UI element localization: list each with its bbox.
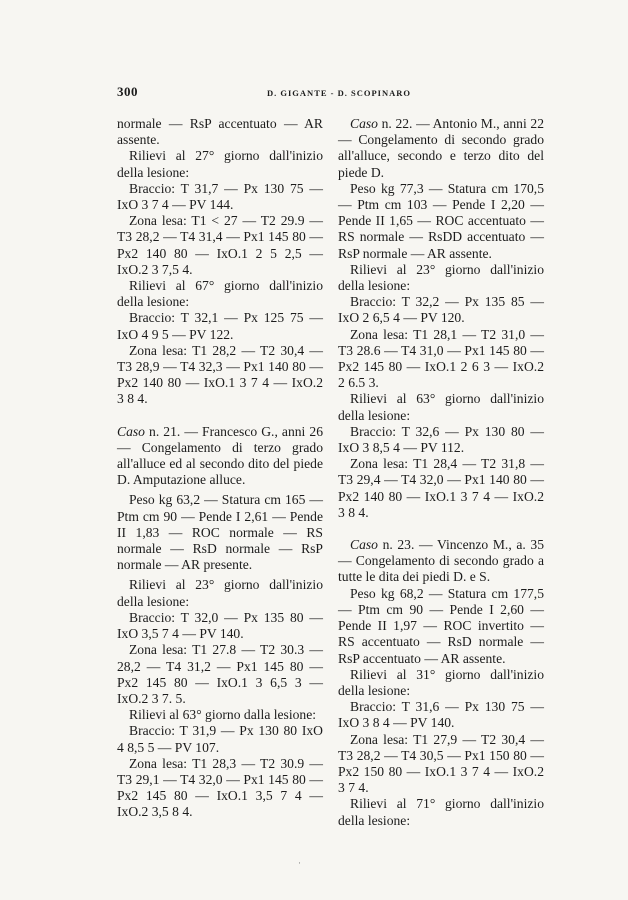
case-heading <box>338 116 544 181</box>
paragraph: Braccio: T 31,7 — Px 130 75 — IxO 3 7 4 — PV 144. <box>117 180 323 213</box>
scan-mark: · <box>298 858 301 868</box>
paragraph: Rilievi al 63° giorno dalla lesione: <box>129 707 317 723</box>
paragraph: Zona lesa: T1 28,1 — T2 31,0 — T3 28.6 — T4 31,0 — Px1 145 80 — Px2 145 80 — IxO.1 2 6 3 — IxO.2 2 6.5 3. <box>338 326 544 391</box>
paragraph: Zona lesa: T1 28,2 — T2 30,4 — T3 28,9 — T4 32,3 — Px1 140 80 — Px2 140 80 — IxO.1 3 7 4 — IxO.2 3 8 4. <box>117 342 323 407</box>
paragraph: Braccio: T 32,0 — Px 135 80 — IxO 3,5 7 4 — PV 140. <box>117 609 323 642</box>
paragraph: Rilievi al 23° giorno dall'inizio della lesione: <box>338 261 544 294</box>
case-label: Caso <box>350 537 378 553</box>
paragraph: Braccio: T 31,6 — Px 130 75 — IxO 3 8 4 — PV 140. <box>338 699 544 731</box>
case-label: Caso <box>117 423 145 439</box>
case-text: n. 21. — Francesco G., anni 26 — Congelamento di terzo grado all'alluce ed al secondo dito del piede D. Amputazione alluce. <box>117 423 323 488</box>
paragraph: Peso kg 63,2 — Statura cm 165 — Ptm cm 90 — Pende I 2,61 — Pende II 1,83 — ROC normale — RS normale — RsD normale — RsP normale — AR presente. <box>117 492 323 573</box>
page-header <box>117 84 547 102</box>
paragraph: Rilievi al 67° giorno dall'inizio della lesione: <box>117 278 323 310</box>
section-gap <box>117 408 323 424</box>
running-head: D. GIGANTE - D. SCOPINARO <box>267 88 412 98</box>
left-column <box>117 116 323 821</box>
paragraph: Zona lesa: T1 28,4 — T2 31,8 — T3 29,4 — T4 32,0 — Px1 140 80 — Px2 140 80 — IxO.1 3 7 4 — IxO.2 3 8 4. <box>338 456 544 520</box>
case-heading <box>117 424 323 489</box>
section-gap <box>338 521 544 537</box>
paragraph: Rilievi al 71° giorno dall'inizio della lesione: <box>338 796 544 828</box>
case-text: n. 22. — Antonio M., anni 22 — Congelamento di secondo grado all'alluce, secondo e terzo dito del piede D. <box>338 116 544 180</box>
paragraph: Zona lesa: T1 < 27 — T2 29.9 — T3 28,2 — T4 31,4 — Px1 145 80 — Px2 140 80 — IxO.1 2 5 2,5 — IxO.2 3 7,5 4. <box>117 213 323 277</box>
paragraph: Rilievi al 27° giorno dall'inizio della lesione: <box>117 148 323 180</box>
paragraph: Braccio: T 32,1 — Px 125 75 — IxO 4 9 5 — PV 122. <box>117 310 323 342</box>
paragraph: Braccio: T 32,6 — Px 130 80 — IxO 3 8,5 4 — PV 112. <box>338 423 544 456</box>
paragraph: Zona lesa: T1 27,9 — T2 30,4 — T3 28,2 — T4 30,5 — Px1 150 80 — Px2 150 80 — IxO.1 3 7 4 — IxO.2 3 7 4. <box>338 731 544 796</box>
paragraph: normale — RsP accentuato — AR assente. <box>117 116 323 148</box>
case-text: n. 23. — Vincenzo M., a. 35 — Congelamento di secondo grado a tutte le dita dei piedi D. e S. <box>338 537 544 585</box>
case-heading <box>338 537 544 586</box>
paragraph: Peso kg 77,3 — Statura cm 170,5 — Ptm cm 103 — Pende I 2,20 — Pende II 1,65 — ROC accentuato — RS normale — RsDD accentuato — RsP normale — AR assente. <box>338 180 544 261</box>
paragraph: Rilievi al 31° giorno dall'inizio della lesione: <box>338 666 544 698</box>
paragraph: Braccio: T 32,2 — Px 135 85 — IxO 2 6,5 4 — PV 120. <box>338 294 544 326</box>
paragraph: Zona lesa: T1 27.8 — T2 30.3 — 28,2 — T4 31,2 — Px1 145 80 — Px2 145 80 — IxO.1 3 6,5 3 — IxO.2 3 7. 5. <box>117 642 323 706</box>
paragraph: Rilievi al 63° giorno dall'inizio della lesione: <box>338 391 544 423</box>
paragraph: Rilievi al 23° giorno dall'inizio della lesione: <box>117 577 323 609</box>
case-label: Caso <box>350 116 378 131</box>
page-number: 300 <box>117 84 138 99</box>
paragraph: Braccio: T 31,9 — Px 130 80 IxO 4 8,5 5 — PV 107. <box>117 723 323 755</box>
paragraph: Zona lesa: T1 28,3 — T2 30.9 — T3 29,1 — T4 32,0 — Px1 145 80 — Px2 145 80 — IxO.1 3,5 7 4 — IxO.2 3,5 8 4. <box>117 755 323 820</box>
right-column <box>338 116 544 829</box>
paragraph: Peso kg 68,2 — Statura cm 177,5 — Ptm cm 90 — Pende I 2,60 — Pende II 1,97 — ROC invertito — RS accentuato — RsD normale — RsP accentuato — AR assente. <box>338 585 544 666</box>
